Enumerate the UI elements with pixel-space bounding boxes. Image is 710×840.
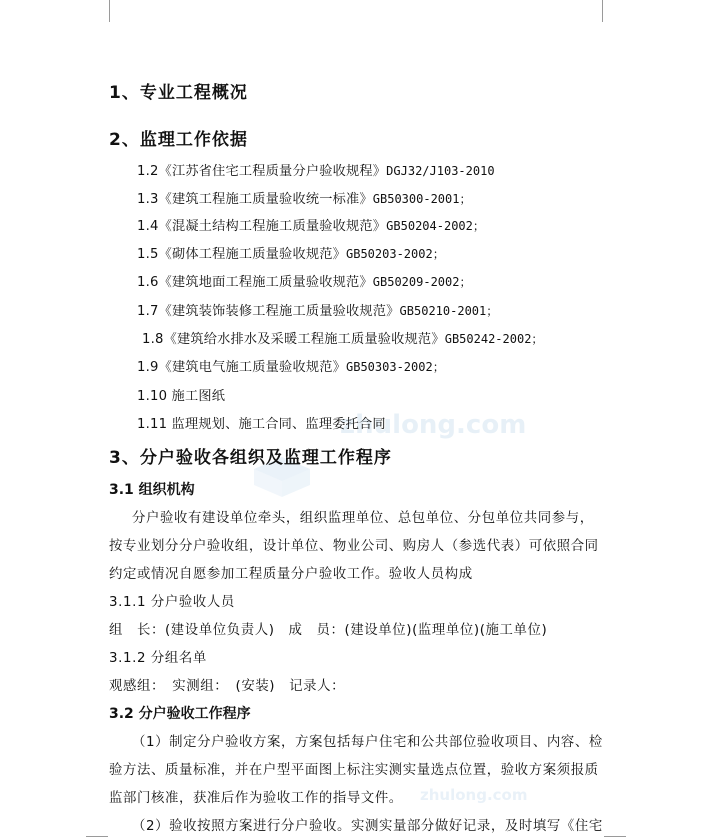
- ref-label: 1.2《江苏省住宅工程质量分户验收规程》: [137, 164, 387, 179]
- ref-item: [137, 413, 386, 432]
- section-3-1-title: 3.1 组织机构: [109, 482, 195, 498]
- ref-item: [137, 243, 445, 262]
- crop-mark-bottom-right: [604, 836, 626, 837]
- ref-item: [137, 160, 495, 179]
- group-line: 观感组： 实测组： (安装) 记录人：: [109, 679, 346, 694]
- paragraph-line: 监部门核准，获准后作为验收工作的指导文件。: [109, 791, 403, 806]
- ref-label: 1.9《建筑电气施工质量验收规范》: [137, 360, 346, 375]
- ref-label: 1.3《建筑工程施工质量验收统一标准》: [137, 192, 373, 207]
- crop-mark-top-left: [109, 0, 110, 22]
- paragraph-line: （2）验收按照方案进行分户验收。实测实量部分做好记录，及时填写《住宅: [132, 819, 603, 834]
- ref-item: [137, 385, 225, 404]
- ref-label: 1.11 监理规划、施工合同、监理委托合同: [137, 417, 386, 432]
- paragraph-line: 约定或情况自愿参加工程质量分户验收工作。验收人员构成: [109, 567, 473, 582]
- paragraph-line: 验方法、质量标准，并在户型平面图上标注实测实量选点位置，验收方案须报质: [109, 763, 599, 778]
- heading-1: 1、专业工程概况: [109, 83, 248, 103]
- ref-label: 1.10 施工图纸: [137, 389, 226, 404]
- member-line: 组 长：(建设单位负责人) 成 员：(建设单位)(监理单位)(施工单位): [109, 623, 548, 638]
- ref-item: [137, 271, 471, 290]
- ref-code: GB50300-2001；: [372, 192, 472, 206]
- ref-label: 1.7《建筑装饰装修工程施工质量验收规范》: [137, 304, 400, 319]
- paragraph-line: 按专业划分分户验收组，设计单位、物业公司、购房人（参选代表）可依照合同: [109, 539, 599, 554]
- ref-label: 1.6《建筑地面工程施工质量验收规范》: [137, 275, 373, 290]
- ref-code: GB50203-2002；: [346, 247, 445, 261]
- ref-code: GB50209-2002；: [372, 275, 472, 289]
- ref-code: GB50210-2001；: [399, 304, 499, 318]
- ref-code: DGJ32/J103-2010: [386, 164, 495, 178]
- crop-mark-bottom-left: [86, 836, 108, 837]
- paragraph-line: 分户验收有建设单位牵头，组织监理单位、总包单位、分包单位共同参与，: [132, 511, 594, 526]
- watermark-text: zhulong.com: [340, 410, 527, 440]
- ref-code: GB50204-2002；: [386, 219, 485, 233]
- ref-label: 1.4《混凝土结构工程施工质量验收规范》: [137, 219, 387, 234]
- ref-item: [137, 188, 471, 207]
- heading-3: 3、分户验收各组织及监理工作程序: [109, 448, 392, 468]
- ref-code: GB50303-2002；: [346, 360, 445, 374]
- ref-item: [142, 328, 543, 347]
- crop-mark-top-right: [602, 0, 603, 22]
- section-3-2-title: 3.2 分户验收工作程序: [109, 706, 251, 722]
- ref-item: [137, 356, 445, 375]
- watermark-text-bottom: zhulong.com: [420, 786, 528, 804]
- ref-code: GB50242-2002；: [444, 332, 544, 346]
- ref-label: 1.8《建筑给水排水及采暖工程施工质量验收规范》: [142, 332, 445, 347]
- section-3-1-1-title: 3.1.1 分户验收人员: [109, 595, 235, 610]
- ref-item: [137, 215, 485, 234]
- section-3-1-2-title: 3.1.2 分组名单: [109, 651, 207, 666]
- heading-2: 2、监理工作依据: [109, 130, 248, 150]
- paragraph-line: （1）制定分户验收方案，方案包括每户住宅和公共部位验收项目、内容、检: [132, 735, 603, 750]
- ref-item: [137, 300, 498, 319]
- ref-label: 1.5《砌体工程施工质量验收规范》: [137, 247, 346, 262]
